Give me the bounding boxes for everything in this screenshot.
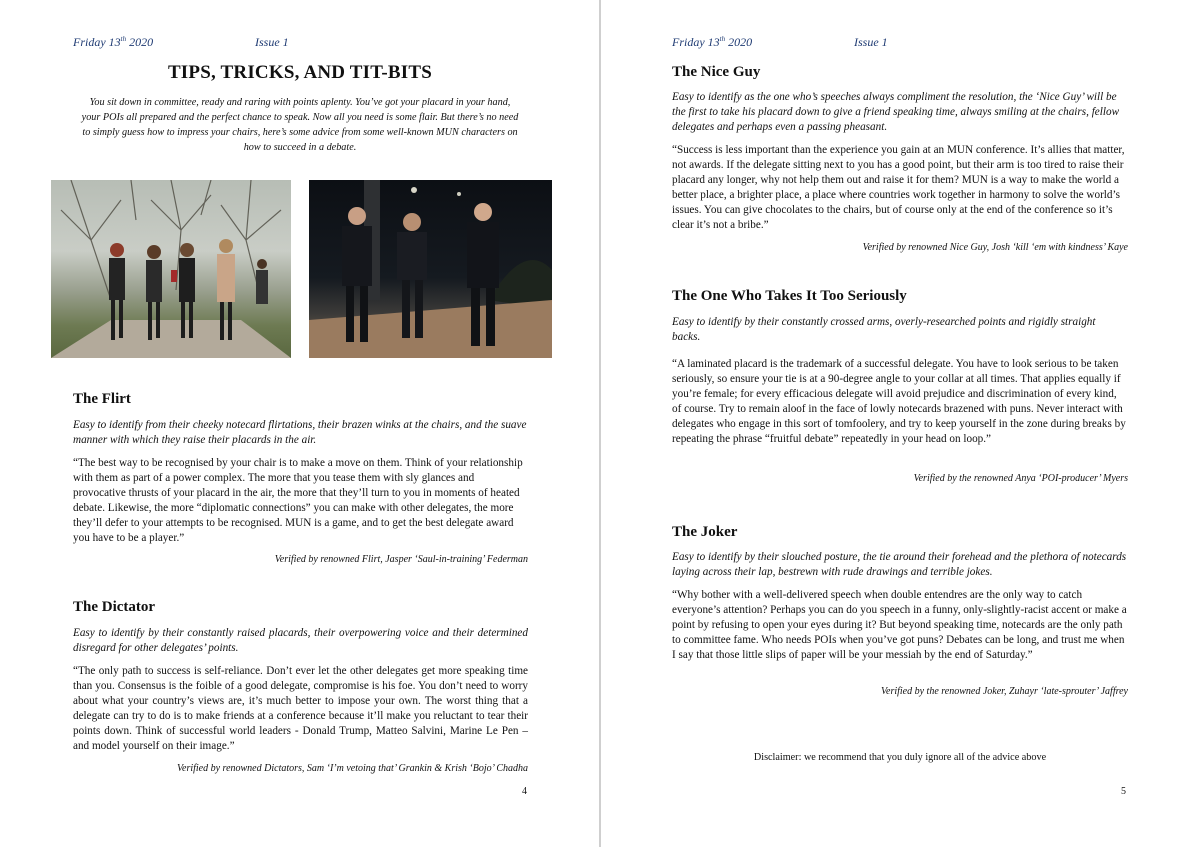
section-verified-too-serious: Verified by the renowned Anya ‘POI-producer’ Myers [913, 473, 1128, 484]
section-quote-joker: “Why bother with a well-delivered speech when double entendres are the only way to catch everyone’s attention? Perhaps you can do you speech in a funny, only-slightly-racist accent or make a point by refusing to open your eyes during it? But beyond speaking time, notecards are the only path to committee fame. Who needs POIs when you’ve got puns? Debates can be long, and trust me when I say that those little slips of paper will be your messiah by the end of Saturday.” [672, 589, 1127, 661]
section-heading-dictator: The Dictator [73, 599, 156, 615]
photo-delegates-walking-art [51, 180, 291, 358]
photo-delegates-night-art [309, 180, 552, 358]
photo-delegates-night [309, 180, 552, 358]
section-quote-dictator: “The only path to success is self-reliance. Don’t ever let the other delegates get more speaking time than you. Consensus is the foible of a good delegate, compromise is his foe. You don’t need to worry about what your country’s views are, it’s much better to impose your own. The worst thing that a delegate can try to do is to make friends at a conference because it’ll make you reluctant to tear their points down. Think of successful world leaders - Donald Trump, Matteo Salvini, Marine Le Pen – and model yourself on their image.” [73, 665, 528, 752]
photo-delegates-walking [51, 180, 291, 358]
section-heading-nice-guy: The Nice Guy [672, 64, 761, 80]
section-verified-flirt: Verified by renowned Flirt, Jasper ‘Saul-in-training’ Federman [274, 554, 528, 565]
section-verified-joker: Verified by the renowned Joker, Zuhayr ‘late-sprouter’ Jaffrey [881, 686, 1128, 697]
header-date: Friday 13th 2020 [672, 35, 753, 49]
section-heading-flirt: The Flirt [73, 391, 131, 407]
page-number-right: 5 [1121, 786, 1126, 797]
page-left [0, 0, 599, 847]
header-date: Friday 13th 2020 [73, 35, 154, 49]
page-header-right [672, 35, 972, 50]
section-heading-joker: The Joker [672, 524, 738, 540]
header-issue: Issue 1 [854, 35, 888, 49]
section-description-nice-guy: Easy to identify as the one who’s speeches always compliment the resolution, the ‘Nice Guy’ will be the first to take his placard down to give a friend speaking time, always smiling at the chairs, fellow delegates and perhaps even a passing pheasant. [672, 91, 1120, 133]
article-intro: You sit down in committee, ready and raring with points aplenty. You’ve got your placard in your hand, your POIs all prepared and the perfect chance to speak. Now all you need is some flair. But there’s no need to simply guess how to impress your chairs, here’s some advice from some well-known MUN characters on how to succeed in a debate. [81, 97, 519, 153]
article-title: TIPS, TRICKS, AND TIT-BITS [167, 62, 433, 83]
section-description-flirt: Easy to identify from their cheeky notecard flirtations, their brazen winks at the chairs, and the suave manner with which they raise their placards in the air. [73, 419, 527, 446]
disclaimer: Disclaimer: we recommend that you duly ignore all of the advice above [753, 752, 1047, 763]
section-verified-nice-guy: Verified by renowned Nice Guy, Josh ‘kill ‘em with kindness’ Kaye [862, 242, 1128, 253]
section-quote-flirt: “The best way to be recognised by your chair is to make a move on them. Think of your relationship with them as part of a power complex. The more that you tease them with sly glances and provocative thrusts of your placard in the air, the more that they’ll turn to you in moments of heated debate. Likewise, the more “diplomatic connections” you can make with other delegates, the more they’ll defer to your attempts to be recognised. MUN is a game, and to get the best delegate award you have to be a player.” [73, 457, 523, 544]
section-description-dictator: Easy to identify by their constantly raised placards, their overpowering voice and their determined disregard for other delegates’ points. [73, 627, 528, 654]
section-quote-too-serious: “A laminated placard is the trademark of a successful delegate. You have to look serious to be taken seriously, so ensure your tie is at a 90-degree angle to your collar at all times. That applies equally if you’re female; for every efficacious delegate will avoid prejudice and discrimination of every kind, of course. Try to remain aloof in the face of lowly notecards brazened with puns. Never interact with delegates who engage in this sort of tomfoolery, and try to keep yourself in the zone during breaks by repeating the phrase “fruitful debate” repeatedly in your head on loop.” [672, 358, 1126, 445]
page-number-left: 4 [522, 786, 527, 797]
section-heading-too-serious: The One Who Takes It Too Seriously [672, 288, 907, 304]
section-description-too-serious: Easy to identify by their constantly crossed arms, overly-researched points and rigidly straight backs. [672, 316, 1096, 343]
page-header-left [73, 35, 373, 50]
section-description-joker: Easy to identify by their slouched posture, the tie around their forehead and the plethora of notecards laying across their lap, bestrewn with rude drawings and terrible jokes. [672, 551, 1127, 578]
section-verified-dictator: Verified by renowned Dictators, Sam ‘I’m vetoing that’ Grankin & Krish ‘Bojo’ Chadha [177, 763, 528, 774]
page-right [601, 0, 1200, 847]
header-issue: Issue 1 [255, 35, 289, 49]
section-quote-nice-guy: “Success is less important than the experience you gain at an MUN conference. It’s allies that matter, not awards. If the delegate sitting next to you has a good point, but their arm is too tired to raise their placard any longer, why not help them out and raise it for them? MUN is a way to make the world a better place, a brighter place, a place where countries work together in harmony to solve the world’s issues. You can give chocolates to the chairs, but of course only at the end of the conference so it’s clear it’s not a bribe.” [672, 144, 1125, 231]
